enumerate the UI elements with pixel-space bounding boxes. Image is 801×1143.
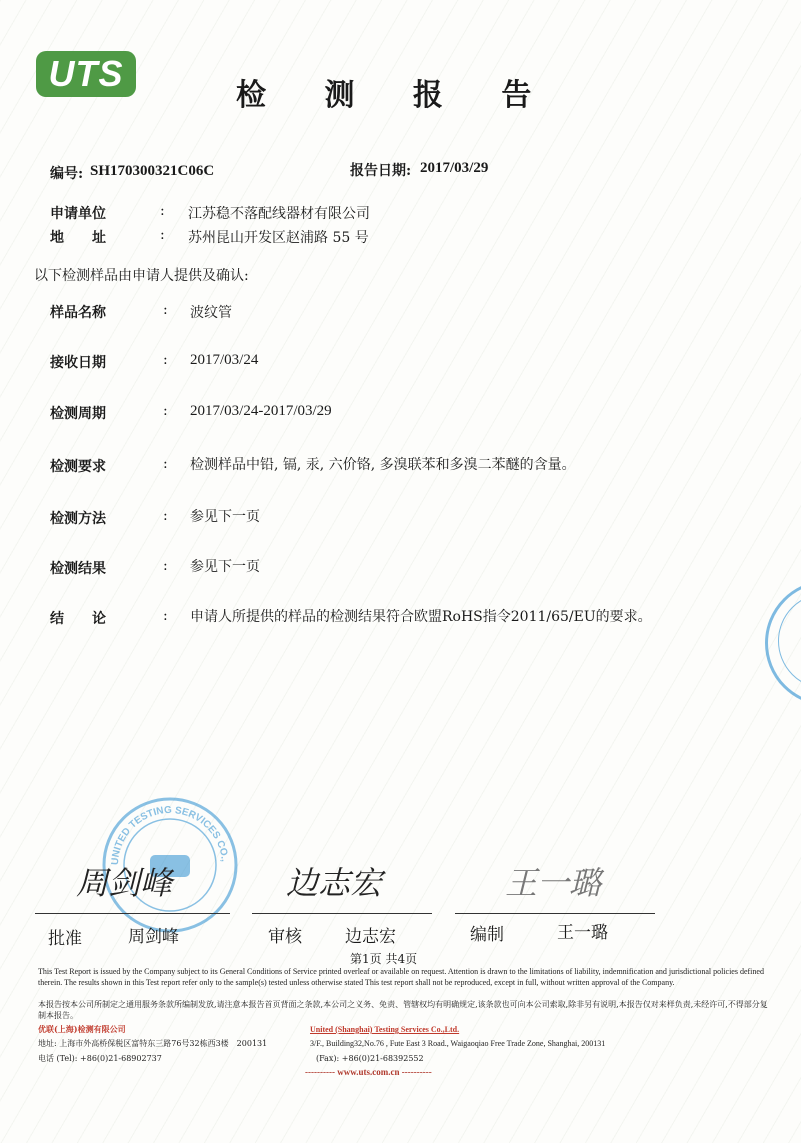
footer-tel: 电话 (Tel): +86(0)21-68902737 [38,1054,162,1063]
footer-company-en: United (Shanghai) Testing Services Co.,Ltd. [310,1025,460,1034]
preparer-signature: 王一璐 [505,864,602,902]
footer-disclaimer-en: This Test Report is issued by the Company subject to its General Conditions of Service printed overleaf or available on request. Attention is drawn to the limitations of liability, indemnification and jurisdictional policies defined therein. The results shown in this Test report refer only to the sample(s) tested unless otherwise stated This test report shall not be reproduced, except in full, without written approval of the Company. [38,967,764,987]
applicant-address: 苏州昆山开发区赵浦路 55 号 [188,230,369,246]
field-value: 波纹管 [190,305,232,321]
footer-disclaimer-cn: 本报告按本公司所制定之通用服务条款所编制发放,请注意本报告首页背面之条款,本公司之义务、免责、管辖权均有明确规定,该条款也可向本公司索取,除非另有说明,本报告仅对来样负责,未经许可,不得部分复制本报告。 [38,1000,768,1020]
intro-text: 以下检测样品由申请人提供及确认: [34,268,249,284]
footer-website[interactable]: ---------- www.uts.com.cn ---------- [305,1067,432,1077]
field-label: 结 论 [50,611,106,627]
right-stamp [765,580,801,706]
colon: : [163,403,168,419]
report-number: SH170300321C06C [90,163,215,179]
review-label: 审核 [268,927,302,947]
review-name: 边志宏 [345,927,396,947]
applicant-unit-label: 申请单位 [50,206,106,222]
review-line [252,913,432,914]
field-value: 参见下一页 [190,509,260,525]
approve-name: 周剑峰 [128,927,179,947]
approve-label: 批准 [48,929,82,949]
reviewer-signature: 边志宏 [286,864,383,902]
field-value: 检测样品中铅, 镉, 汞, 六价铬, 多溴联苯和多溴二苯醚的含量。 [190,457,576,473]
field-label: 接收日期 [50,355,106,371]
field-value: 2017/03/24 [190,352,259,368]
svg-text:UNITED TESTING SERVICES CO., L [100,795,230,865]
approve-line [35,913,230,914]
colon: : [163,608,168,624]
colon: : [160,203,165,219]
field-label: 检测方法 [50,511,106,527]
colon: : [160,227,165,243]
colon: : [163,508,168,524]
page-info: 第1页 共4页 [350,952,418,966]
field-value: 参见下一页 [190,559,260,575]
uts-logo: UTS [36,51,136,97]
colon: : [163,558,168,574]
field-label: 检测周期 [50,406,106,422]
footer-company-cn: 优联(上海)检测有限公司 [38,1024,126,1034]
prepare-name: 王一璐 [557,923,608,943]
prepare-line [455,913,655,914]
report-date: 2017/03/29 [420,160,489,176]
colon: : [163,352,168,368]
field-label: 样品名称 [50,305,106,321]
footer-fax: (Fax): +86(0)21-68392552 [316,1054,424,1063]
colon: : [163,302,168,318]
applicant-address-label: 地 址 [50,230,106,246]
report-title: 检 测 报 告 [236,78,556,113]
field-value: 申请人所提供的样品的检测结果符合欧盟RoHS指令2011/65/EU的要求。 [190,609,652,625]
field-label: 检测结果 [50,561,106,577]
applicant-unit: 江苏稳不落配线器材有限公司 [188,206,370,222]
colon: : [163,456,168,472]
stamp-text: UNITED TESTING SERVICES CO., [109,804,230,866]
prepare-label: 编制 [470,925,504,945]
report-number-label: 编号: [50,166,84,182]
footer-address-en: 3/F., Building32,No.76 , Fute East 3 Road., Waigaoqiao Free Trade Zone, Shanghai, 200131 [310,1039,606,1048]
field-label: 检测要求 [50,459,106,475]
field-value: 2017/03/24-2017/03/29 [190,403,332,419]
approver-signature: 周剑峰 [76,864,173,902]
report-date-label: 报告日期: [350,163,412,179]
footer-address-cn: 地址: 上海市外高桥保税区富特东三路76号32栋西3楼 200131 [38,1039,268,1048]
